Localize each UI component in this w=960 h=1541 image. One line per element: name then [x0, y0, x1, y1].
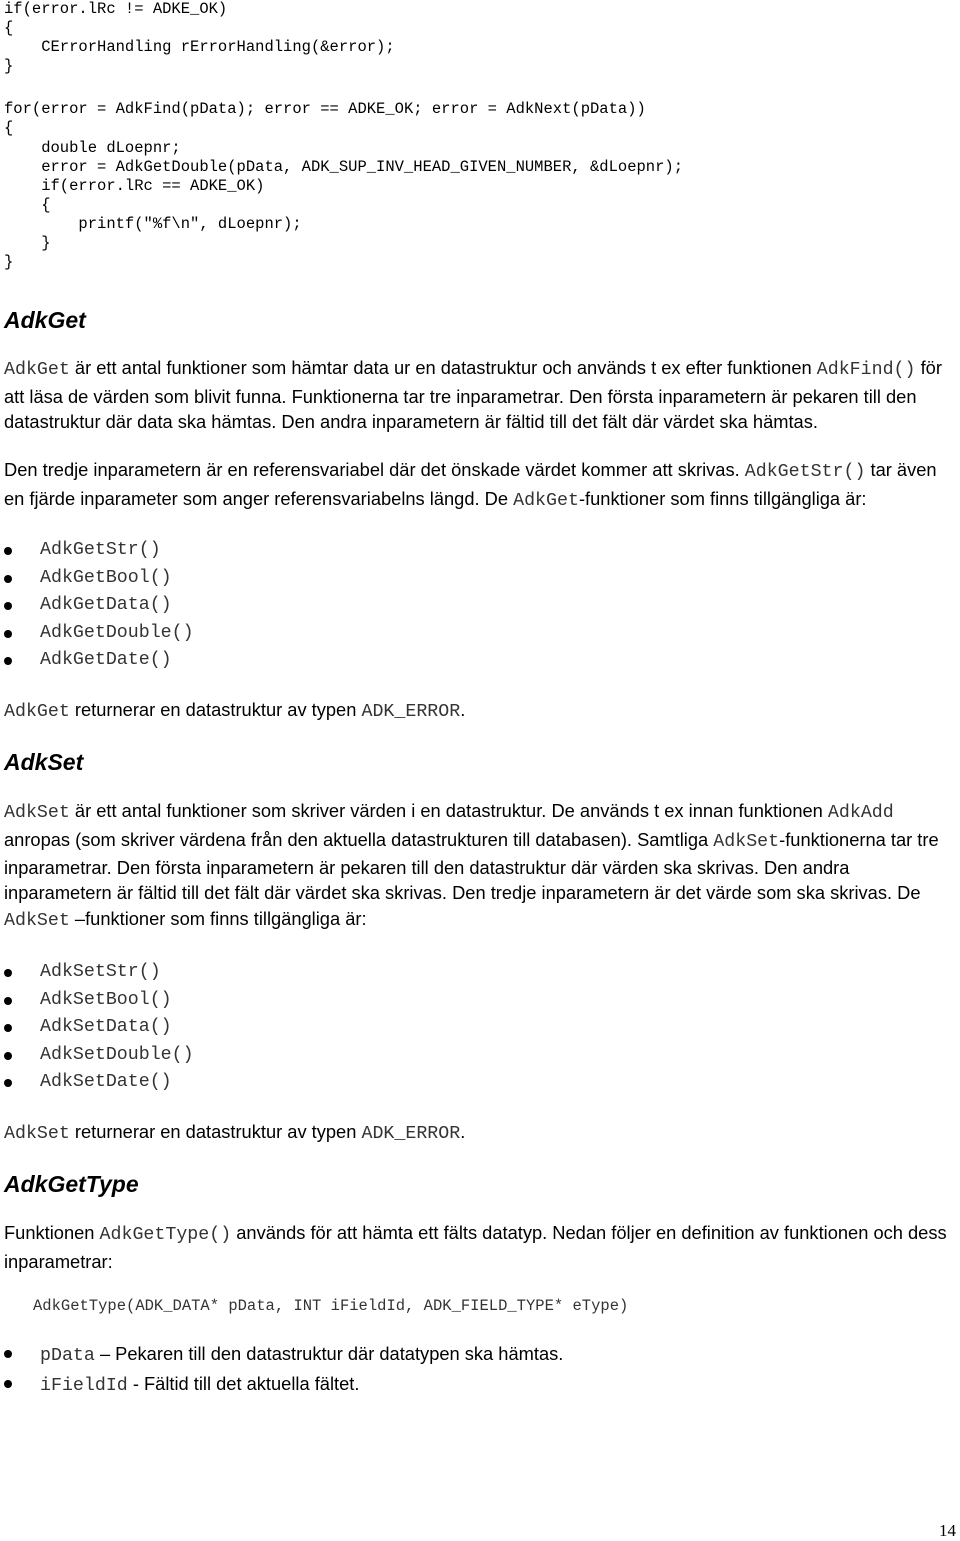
code-line: }: [4, 253, 14, 272]
list-item: AdkSetData(): [4, 1014, 954, 1042]
list-item: AdkSetBool(): [4, 987, 954, 1015]
inline-code: AdkSet: [4, 803, 70, 824]
list-item: AdkSetDate(): [4, 1069, 954, 1097]
code-line: if(error.lRc != ADKE_OK): [4, 0, 228, 18]
adkget-intro-paragraph: AdkGet är ett antal funktioner som hämtar data ur en datastruktur och används t ex efter funktionen AdkFind() för att läsa de värden som blivit funna. Funktionerna tar tre inparametrar. Den första inparametern är pekaren till den datastruktur där data ska hämtas. Den andra inparametern är fältid till det fält där värdet ska hämtas.: [4, 357, 942, 433]
code-line: if(error.lRc == ADKE_OK): [4, 176, 265, 195]
bullet-icon: [4, 1024, 12, 1032]
bullet-icon: [4, 997, 12, 1005]
inline-code: AdkGet: [513, 490, 579, 511]
bullet-icon: [4, 657, 12, 665]
inline-code: AdkAdd: [827, 803, 894, 824]
bullet-icon: [4, 969, 12, 977]
list-item: AdkGetDate(): [4, 647, 954, 675]
code-line: {: [4, 19, 14, 38]
list-item: AdkGetBool(): [4, 565, 954, 593]
list-item: [4, 1340, 954, 1370]
list-item: AdkSetStr(): [4, 959, 954, 987]
inline-code: AdkSet: [4, 910, 70, 931]
bullet-icon: [4, 1052, 12, 1060]
bullet-icon: [4, 1350, 12, 1358]
list-item: AdkGetStr(): [4, 537, 954, 565]
bullet-icon: [4, 547, 12, 555]
code-line: printf("%f\n", dLoepnr);: [4, 214, 302, 233]
code-line: CErrorHandling rErrorHandling(&error);: [4, 38, 395, 57]
adkget-third-param-paragraph: Den tredje inparametern är en referensvariabel där det önskade värdet kommer att skrivas. AdkGetStr() tar även en fjärde inparameter som anger referensvariabelns längd. De AdkGet-funktioner som finns tillgängliga är:: [4, 459, 937, 511]
bullet-icon: [4, 602, 12, 610]
bullet-icon: [4, 1079, 12, 1087]
adkset-returns-paragraph: AdkSet returnerar en datastruktur av typen ADK_ERROR.: [4, 1120, 466, 1144]
inline-code: AdkGet: [4, 701, 70, 722]
code-block-find-loop: [4, 100, 954, 272]
list-item: AdkSetDouble(): [4, 1042, 954, 1070]
code-line: }: [4, 234, 51, 253]
parameter-description: - Fältid till det aktuella fältet.: [127, 1372, 360, 1394]
adkget-function-list: [4, 537, 954, 675]
inline-code: AdkFind(): [816, 360, 916, 381]
parameter-name: pData: [40, 1345, 95, 1366]
inline-code: AdkSet: [713, 831, 780, 852]
parameter-name: iFieldId: [40, 1375, 128, 1396]
bullet-icon: [4, 1380, 12, 1388]
code-line: double dLoepnr;: [4, 138, 181, 157]
adkset-function-list: [4, 959, 954, 1097]
inline-code: AdkSet: [4, 1123, 70, 1144]
parameter-description: – Pekaren till den datastruktur där datatypen ska hämtas.: [94, 1342, 564, 1364]
code-block-error-check: [4, 0, 954, 76]
code-line: error = AdkGetDouble(pData, ADK_SUP_INV_HEAD_GIVEN_NUMBER, &dLoepnr);: [4, 157, 684, 176]
section-heading-adkset: AdkSet: [4, 749, 84, 776]
list-item: AdkGetData(): [4, 592, 954, 620]
function-signature: AdkGetType(ADK_DATA* pData, INT iFieldId, ADK_FIELD_TYPE* eType): [33, 1296, 629, 1315]
inline-code: AdkGetType(): [99, 1225, 232, 1246]
inline-code: ADK_ERROR: [361, 701, 461, 722]
list-item: AdkGetDouble(): [4, 620, 954, 648]
inline-code: AdkGetStr(): [744, 462, 866, 483]
adkget-returns-paragraph: AdkGet returnerar en datastruktur av typen ADK_ERROR.: [4, 698, 466, 722]
page-number: 14: [939, 1521, 956, 1540]
list-item: [4, 1370, 954, 1400]
adkset-intro-paragraph: AdkSet är ett antal funktioner som skriver värden i en datastruktur. De används t ex innan funktionen AdkAdd anropas (som skriver värdena från den aktuella datastrukturen till databasen). Samtliga AdkSet-funktionerna tar tre inparametrar. Den första inparametern är pekaren till den datastruktur där värden ska skrivas. Den andra inparametern är fältid till det fält där värdet ska skrivas. Den tredje inparametern är det värde som ska skrivas. De AdkSet –funktioner som finns tillgängliga är:: [4, 800, 939, 931]
document-page: [4, 0, 954, 1400]
parameter-list: [4, 1340, 954, 1400]
adkgettype-intro-paragraph: Funktionen AdkGetType() används för att hämta ett fälts datatyp. Nedan följer en definition av funktionen och dess inparametrar:: [4, 1222, 947, 1272]
bullet-icon: [4, 630, 12, 638]
inline-code: AdkGet: [4, 360, 70, 381]
bullet-icon: [4, 575, 12, 583]
section-heading-adkgettype: AdkGetType: [4, 1171, 139, 1198]
code-line: {: [4, 119, 14, 138]
section-heading-adkget: AdkGet: [4, 307, 86, 334]
code-line: {: [4, 195, 51, 214]
inline-code: ADK_ERROR: [361, 1123, 461, 1144]
code-line: }: [4, 57, 14, 76]
code-line: for(error = AdkFind(pData); error == ADKE_OK; error = AdkNext(pData)): [4, 100, 646, 119]
